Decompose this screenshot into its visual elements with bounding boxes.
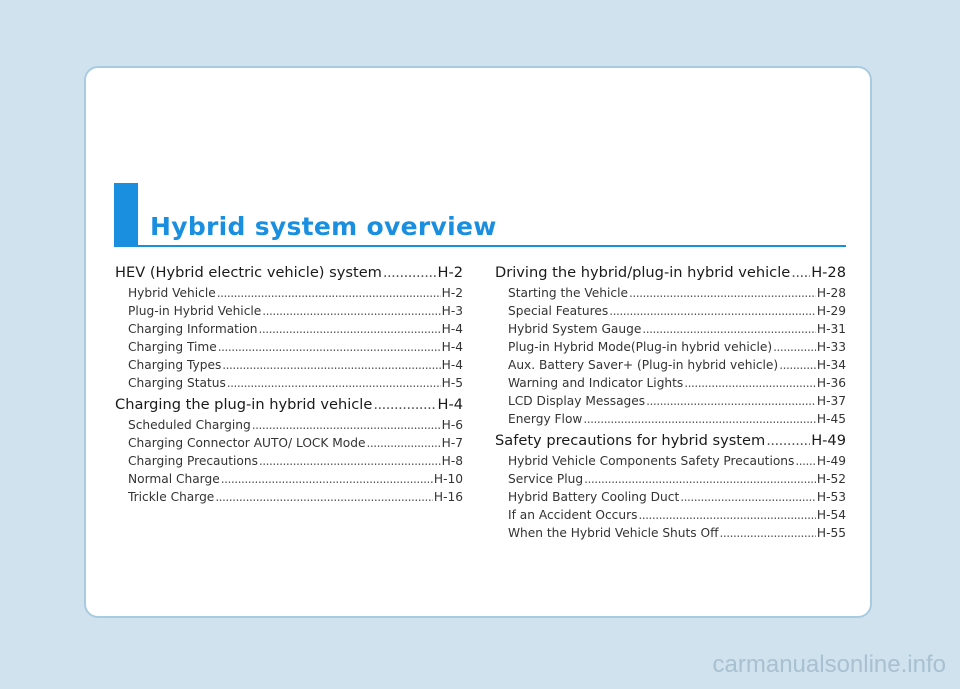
dot-leader bbox=[646, 392, 816, 410]
toc-entry-page: H-29 bbox=[816, 304, 846, 318]
toc-entry[interactable] bbox=[495, 470, 846, 488]
toc-entry[interactable] bbox=[115, 356, 463, 374]
toc-section-page: H-28 bbox=[811, 264, 846, 281]
dot-leader bbox=[642, 320, 816, 338]
toc-entry-page: H-6 bbox=[441, 418, 463, 432]
toc-entry[interactable] bbox=[495, 374, 846, 392]
toc-entry-label: Hybrid Vehicle Components Safety Precautions bbox=[508, 454, 795, 468]
dot-leader bbox=[227, 374, 441, 392]
dot-leader bbox=[259, 320, 441, 338]
toc-entry[interactable] bbox=[115, 338, 463, 356]
toc-entry-label: Service Plug bbox=[508, 472, 584, 486]
title-underline bbox=[138, 245, 846, 247]
toc-entry[interactable] bbox=[495, 284, 846, 302]
dot-leader bbox=[584, 470, 816, 488]
toc-entry[interactable] bbox=[495, 452, 846, 470]
toc-section-title: HEV (Hybrid electric vehicle) system bbox=[115, 264, 382, 281]
toc-entry-page: H-16 bbox=[433, 490, 463, 504]
toc-section-charging[interactable] bbox=[115, 394, 463, 416]
toc-entry-page: H-37 bbox=[816, 394, 846, 408]
toc-entry-page: H-8 bbox=[441, 454, 463, 468]
toc-entry[interactable] bbox=[495, 320, 846, 338]
toc-entry-page: H-4 bbox=[441, 340, 463, 354]
dot-leader bbox=[217, 284, 441, 302]
toc-entry[interactable] bbox=[495, 302, 846, 320]
toc-entry-label: Charging Status bbox=[128, 376, 226, 390]
dot-leader bbox=[252, 416, 441, 434]
toc-entry-label: If an Accident Occurs bbox=[508, 508, 638, 522]
toc-section-title: Charging the plug-in hybrid vehicle bbox=[115, 396, 373, 413]
toc-entry-page: H-2 bbox=[441, 286, 463, 300]
toc-entry-label: Charging Types bbox=[128, 358, 222, 372]
dot-leader bbox=[795, 452, 816, 470]
toc-entry-label: When the Hybrid Vehicle Shuts Off bbox=[508, 526, 719, 540]
toc-entry-page: H-4 bbox=[441, 358, 463, 372]
toc-entry[interactable] bbox=[495, 392, 846, 410]
toc-entry-page: H-7 bbox=[441, 436, 463, 450]
dot-leader bbox=[779, 356, 816, 374]
toc-entry-label: Plug-in Hybrid Vehicle bbox=[128, 304, 262, 318]
dot-leader bbox=[773, 338, 816, 356]
toc-section-safety[interactable] bbox=[495, 430, 846, 452]
toc-entry[interactable] bbox=[115, 374, 463, 392]
toc-entry[interactable] bbox=[115, 284, 463, 302]
toc-entry[interactable] bbox=[115, 470, 463, 488]
toc-entry-label: Hybrid Battery Cooling Duct bbox=[508, 490, 680, 504]
toc-entry[interactable] bbox=[495, 338, 846, 356]
toc-section-page: H-4 bbox=[437, 396, 463, 413]
toc-entry[interactable] bbox=[115, 302, 463, 320]
toc-entry[interactable] bbox=[115, 452, 463, 470]
toc-entry-label: Hybrid System Gauge bbox=[508, 322, 642, 336]
dot-leader bbox=[609, 302, 816, 320]
dot-leader bbox=[684, 374, 816, 392]
toc-entry-page: H-36 bbox=[816, 376, 846, 390]
toc-entry-label: Charging Connector AUTO/ LOCK Mode bbox=[128, 436, 366, 450]
toc-entry-page: H-52 bbox=[816, 472, 846, 486]
toc-entry-page: H-4 bbox=[441, 322, 463, 336]
toc-entry-label: Plug-in Hybrid Mode(Plug-in hybrid vehicle) bbox=[508, 340, 773, 354]
dot-leader bbox=[629, 284, 816, 302]
toc-entry-label: Trickle Charge bbox=[128, 490, 215, 504]
dot-leader bbox=[221, 470, 433, 488]
toc-entry-label: LCD Display Messages bbox=[508, 394, 646, 408]
toc-section-driving[interactable] bbox=[495, 262, 846, 284]
dot-leader bbox=[638, 506, 815, 524]
toc-section-hev-system[interactable] bbox=[115, 262, 463, 284]
toc-entry-page: H-33 bbox=[816, 340, 846, 354]
watermark: carmanualsonline.info bbox=[712, 651, 946, 678]
toc-entry-label: Starting the Vehicle bbox=[508, 286, 628, 300]
dot-leader bbox=[766, 430, 810, 452]
dot-leader bbox=[383, 262, 437, 284]
toc-entry[interactable] bbox=[115, 416, 463, 434]
dot-leader bbox=[680, 488, 816, 506]
toc-left-column bbox=[115, 262, 463, 506]
toc-entry-label: Normal Charge bbox=[128, 472, 220, 486]
toc-section-title: Driving the hybrid/plug-in hybrid vehicle bbox=[495, 264, 791, 281]
toc-right-column bbox=[495, 262, 846, 542]
toc-entry-label: Charging Time bbox=[128, 340, 217, 354]
toc-section-page: H-2 bbox=[437, 264, 463, 281]
toc-section-title: Safety precautions for hybrid system bbox=[495, 432, 766, 449]
toc-entry-page: H-3 bbox=[441, 304, 463, 318]
toc-entry-label: Charging Information bbox=[128, 322, 258, 336]
toc-entry-label: Aux. Battery Saver+ (Plug-in hybrid vehicle) bbox=[508, 358, 779, 372]
toc-entry[interactable] bbox=[495, 524, 846, 542]
dot-leader bbox=[259, 452, 441, 470]
toc-entry[interactable] bbox=[115, 320, 463, 338]
dot-leader bbox=[791, 262, 810, 284]
toc-entry[interactable] bbox=[495, 356, 846, 374]
dot-leader bbox=[262, 302, 440, 320]
dot-leader bbox=[218, 338, 441, 356]
toc-entry-page: H-53 bbox=[816, 490, 846, 504]
toc-entry-page: H-54 bbox=[816, 508, 846, 522]
toc-entry-page: H-31 bbox=[816, 322, 846, 336]
toc-entry-page: H-34 bbox=[816, 358, 846, 372]
title-accent-bar bbox=[114, 183, 138, 247]
toc-section-page: H-49 bbox=[811, 432, 846, 449]
toc-entry-label: Hybrid Vehicle bbox=[128, 286, 216, 300]
toc-entry[interactable] bbox=[495, 410, 846, 428]
toc-entry-label: Warning and Indicator Lights bbox=[508, 376, 684, 390]
toc-entry-page: H-28 bbox=[816, 286, 846, 300]
dot-leader bbox=[367, 434, 441, 452]
toc-entry[interactable] bbox=[495, 488, 846, 506]
toc-entry[interactable] bbox=[115, 434, 463, 452]
toc-entry-page: H-55 bbox=[816, 526, 846, 540]
dot-leader bbox=[222, 356, 440, 374]
toc-entry-label: Energy Flow bbox=[508, 412, 583, 426]
toc-entry[interactable] bbox=[495, 506, 846, 524]
page-title: Hybrid system overview bbox=[150, 212, 497, 241]
toc-entry-label: Charging Precautions bbox=[128, 454, 258, 468]
toc-entry-label: Scheduled Charging bbox=[128, 418, 251, 432]
toc-entry-label: Special Features bbox=[508, 304, 609, 318]
dot-leader bbox=[583, 410, 816, 428]
toc-entry-page: H-5 bbox=[441, 376, 463, 390]
toc-entry-page: H-10 bbox=[433, 472, 463, 486]
dot-leader bbox=[215, 488, 433, 506]
toc-entry-page: H-49 bbox=[816, 454, 846, 468]
toc-entry[interactable] bbox=[115, 488, 463, 506]
toc-entry-page: H-45 bbox=[816, 412, 846, 426]
dot-leader bbox=[720, 524, 816, 542]
dot-leader bbox=[373, 394, 436, 416]
